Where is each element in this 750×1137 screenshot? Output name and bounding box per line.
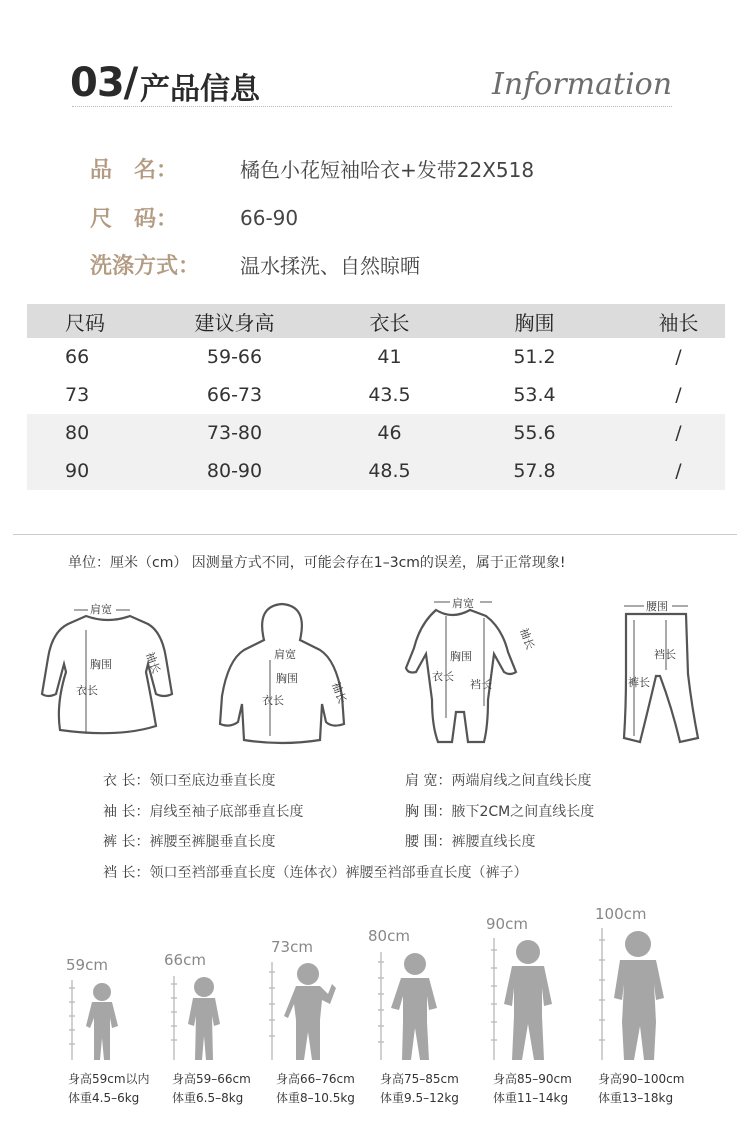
growth-caption: 身高59–66cm 体重6.5–8kg bbox=[172, 1072, 251, 1105]
info-row-name bbox=[90, 153, 534, 184]
dress-diagram bbox=[38, 598, 178, 746]
info-value: 橘色小花短袖哈衣+发带22X518 bbox=[240, 158, 535, 182]
table-cell: 53.4 bbox=[513, 384, 556, 406]
unit-note: 单位：厘米（cm） 因测量方式不同，可能会存在1–3cm的误差，属于正常现象! bbox=[68, 555, 566, 571]
header-dotted-rule bbox=[72, 106, 672, 107]
table-cell: 46 bbox=[377, 422, 402, 444]
table-cell: 57.8 bbox=[513, 460, 556, 482]
definition-length: 衣 长：领口至底边垂直长度 bbox=[103, 773, 276, 789]
growth-caption: 身高59cm以内 体重4.5–6kg bbox=[68, 1072, 150, 1105]
growth-caption: 身高75–85cm 体重9.5–12kg bbox=[380, 1072, 459, 1105]
table-cell: 73-80 bbox=[206, 422, 263, 444]
table-header-row bbox=[27, 304, 725, 338]
info-label: 洗涤方式： bbox=[90, 254, 201, 279]
growth-height-label: 73cm bbox=[271, 938, 313, 956]
table-cell: / bbox=[675, 460, 682, 482]
waist-label: 腰围 bbox=[646, 600, 668, 613]
table-cell: 41 bbox=[377, 346, 402, 368]
growth-height-label: 90cm bbox=[486, 915, 528, 933]
growth-height-label: 100cm bbox=[595, 905, 647, 923]
growth-height-label: 59cm bbox=[66, 956, 108, 974]
child-silhouette-80cm bbox=[377, 950, 447, 1062]
sleeve-label: 袖长 bbox=[517, 626, 537, 652]
section-divider bbox=[13, 534, 737, 535]
child-silhouette-73cm bbox=[268, 960, 338, 1062]
section-number: 03/ bbox=[70, 60, 138, 106]
shoulder-label: 肩宽 bbox=[452, 597, 474, 610]
table-row bbox=[27, 376, 725, 414]
sleeve-label: 袖长 bbox=[143, 650, 163, 676]
table-cell: / bbox=[675, 346, 682, 368]
section-title: 产品信息 bbox=[140, 72, 260, 107]
svg-text:Information: Information bbox=[492, 67, 673, 102]
table-cell: 73 bbox=[65, 384, 90, 406]
table-cell: 43.5 bbox=[368, 384, 411, 406]
table-cell: / bbox=[675, 384, 682, 406]
table-header-cell: 胸围 bbox=[514, 310, 555, 335]
info-row-size bbox=[90, 202, 298, 233]
growth-caption: 身高85–90cm 体重11–14kg bbox=[493, 1072, 572, 1105]
table-cell: 66-73 bbox=[206, 384, 263, 406]
table-cell: 90 bbox=[65, 460, 90, 482]
definition-chest: 胸 围：腋下2CM之间直线长度 bbox=[405, 804, 595, 820]
pants-diagram bbox=[616, 598, 706, 748]
info-value: 66-90 bbox=[240, 205, 299, 230]
info-row-wash bbox=[90, 249, 420, 280]
shoulder-label: 肩宽 bbox=[90, 603, 112, 616]
table-header-cell: 衣长 bbox=[369, 310, 410, 335]
table-header-cell: 袖长 bbox=[658, 310, 699, 335]
table-cell: 80 bbox=[65, 422, 90, 444]
table-cell: 51.2 bbox=[513, 346, 556, 368]
information-script-logo bbox=[488, 60, 678, 110]
definition-sleeve: 袖 长：肩线至袖子底部垂直长度 bbox=[103, 804, 304, 820]
table-row bbox=[27, 414, 725, 452]
sleeve-label: 袖长 bbox=[329, 680, 349, 706]
table-cell: 48.5 bbox=[368, 460, 411, 482]
info-label: 尺 码： bbox=[90, 207, 179, 232]
chest-label: 胸围 bbox=[450, 650, 472, 663]
table-cell: 59-66 bbox=[206, 346, 263, 368]
info-label: 品 名： bbox=[90, 158, 179, 183]
length-label: 衣长 bbox=[432, 670, 454, 683]
table-cell: / bbox=[675, 422, 682, 444]
child-silhouette-90cm bbox=[490, 936, 560, 1062]
definition-waist: 腰 围：裤腰直线长度 bbox=[405, 834, 536, 850]
table-header-cell: 建议身高 bbox=[194, 310, 275, 335]
crotch-label: 裆长 bbox=[654, 648, 676, 661]
romper-outline bbox=[406, 610, 516, 742]
growth-height-label: 66cm bbox=[164, 951, 206, 969]
child-silhouette-100cm bbox=[598, 926, 670, 1062]
child-silhouette-59cm bbox=[68, 978, 128, 1062]
table-row bbox=[27, 338, 725, 376]
pants-length-label: 裤长 bbox=[628, 676, 650, 689]
table-cell: 55.6 bbox=[513, 422, 556, 444]
info-value: 温水揉洗、自然晾晒 bbox=[240, 254, 420, 278]
crotch-label: 裆长 bbox=[470, 678, 492, 691]
table-header-cell: 尺码 bbox=[65, 310, 105, 335]
chest-label: 胸围 bbox=[276, 672, 298, 685]
length-label: 衣长 bbox=[262, 694, 284, 707]
child-silhouette-66cm bbox=[170, 974, 230, 1062]
growth-caption: 身高66–76cm 体重8–10.5kg bbox=[276, 1072, 355, 1105]
shoulder-label: 肩宽 bbox=[274, 648, 296, 661]
length-label: 衣长 bbox=[76, 684, 98, 697]
table-cell: 80-90 bbox=[206, 460, 263, 482]
definition-pants-length: 裤 长：裤腰至裤腿垂直长度 bbox=[103, 834, 276, 850]
jacket-diagram bbox=[212, 600, 352, 748]
romper-diagram bbox=[398, 594, 558, 746]
table-cell: 66 bbox=[65, 346, 90, 368]
definition-shoulder: 肩 宽：两端肩线之间直线长度 bbox=[405, 773, 592, 789]
growth-height-label: 80cm bbox=[368, 927, 410, 945]
definition-crotch: 裆 长：领口至裆部垂直长度（连体衣）裤腰至裆部垂直长度（裤子） bbox=[103, 865, 528, 881]
growth-caption: 身高90–100cm 体重13–18kg bbox=[598, 1072, 685, 1105]
chest-label: 胸围 bbox=[90, 658, 112, 671]
table-row bbox=[27, 452, 725, 490]
size-table bbox=[27, 304, 725, 490]
